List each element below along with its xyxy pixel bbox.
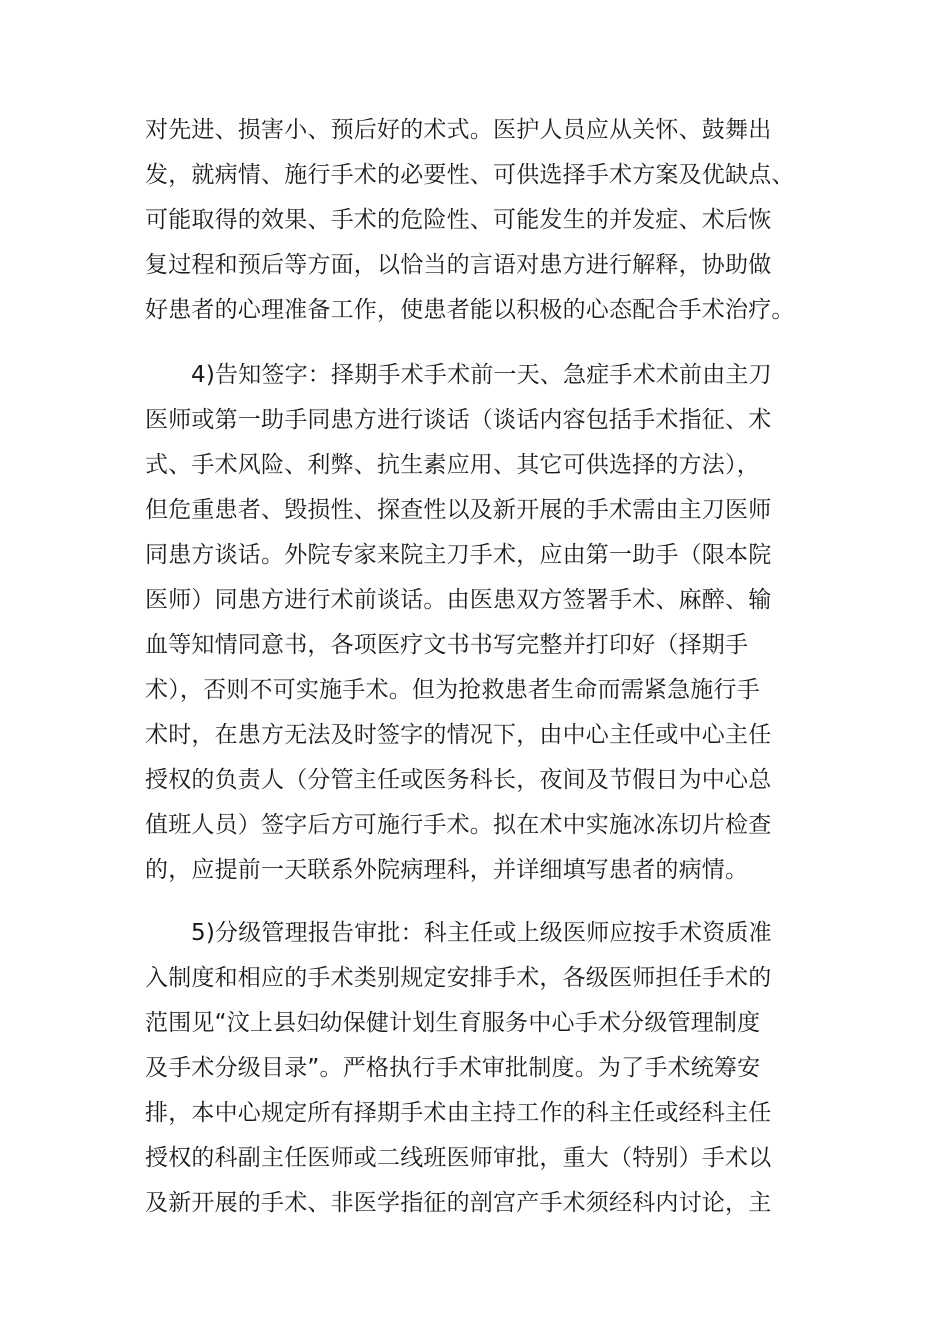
text-line: 授权的科副主任医师或二线班医师审批，重大（特别）手术以 (145, 1145, 772, 1171)
text-line: 复过程和预后等方面，以恰当的言语对患方进行解释，协助做 (145, 252, 772, 278)
paragraph-continuation (145, 108, 825, 333)
text-line: 好患者的心理准备工作，使患者能以积极的心态配合手术治疗。 (145, 297, 795, 323)
text-line: 但危重患者、毁损性、探查性以及新开展的手术需由主刀医师 (145, 497, 772, 523)
text-line: 范围见“汶上县妇幼保健计划生育服务中心手术分级管理制度 (145, 1010, 761, 1036)
paragraph-graded-approval (145, 911, 825, 1226)
text-line: 可能取得的效果、手术的危险性、可能发生的并发症、术后恢 (145, 207, 772, 233)
text-line: 排，本中心规定所有择期手术由主持工作的科主任或经科主任 (145, 1100, 772, 1126)
paragraph-informed-consent (145, 353, 825, 893)
text-line: 医师）同患方进行术前谈话。由医患双方签署手术、麻醉、输 (145, 587, 772, 613)
text-line: 授权的负责人（分管主任或医务科长，夜间及节假日为中心总 (145, 767, 772, 793)
text-line: 的，应提前一天联系外院病理科，并详细填写患者的病情。 (145, 857, 749, 883)
text-line: 值班人员）签字后方可施行手术。拟在术中实施冰冻切片检查 (145, 812, 772, 838)
text-line: 4)告知签字：择期手术手术前一天、急症手术术前由主刀 (191, 362, 772, 388)
text-line: 5)分级管理报告审批：科主任或上级医师应按手术资质准 (191, 920, 772, 946)
text-line: 式、手术风险、利弊、抗生素应用、其它可供选择的方法）， (145, 452, 760, 478)
text-line: 入制度和相应的手术类别规定安排手术，各级医师担任手术的 (145, 965, 772, 991)
text-line: 术），否则不可实施手术。但为抢救患者生命而需紧急施行手 (145, 677, 760, 703)
text-line: 及新开展的手术、非医学指征的剖宫产手术须经科内讨论，主 (145, 1190, 772, 1216)
text-line: 发，就病情、施行手术的必要性、可供选择手术方案及优缺点、 (145, 162, 795, 188)
text-line: 术时，在患方无法及时签字的情况下，由中心主任或中心主任 (145, 722, 772, 748)
text-line: 同患方谈话。外院专家来院主刀手术，应由第一助手（限本院 (145, 542, 772, 568)
text-line: 对先进、损害小、预后好的术式。医护人员应从关怀、鼓舞出 (145, 117, 772, 143)
text-line: 及手术分级目录”。严格执行手术审批制度。为了手术统筹安 (145, 1055, 761, 1081)
text-line: 医师或第一助手同患方进行谈话（谈话内容包括手术指征、术 (145, 407, 772, 433)
text-line: 血等知情同意书，各项医疗文书书写完整并打印好（择期手 (145, 632, 749, 658)
